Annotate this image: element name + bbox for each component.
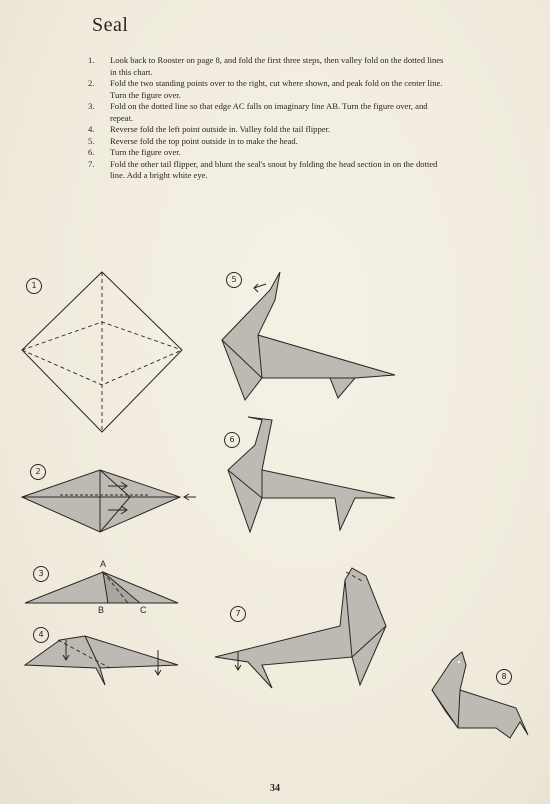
diagram-step-2 [22, 470, 196, 532]
diagram-step-6 [228, 417, 395, 532]
step-marker-5: 5 [226, 272, 242, 288]
instruction-item: 2. Fold the two standing points over to the right, cut where shown, and peak fold on the center line. Turn the figure over. [88, 78, 443, 100]
instruction-item: 1. Look back to Rooster on page 8, and fold the first three steps, then valley fold on the dotted lines in this chart. [88, 55, 444, 77]
page-number: 34 [270, 783, 280, 794]
point-label-c: C [140, 605, 147, 615]
instruction-item: 7. Fold the other tail flipper, and blunt the seal's snout by folding the head section in on the dotted line. Add a bright white eye. [88, 158, 438, 180]
step-marker-6: 6 [224, 432, 240, 448]
step-marker-2: 2 [30, 464, 46, 480]
instruction-item: 4. Reverse fold the left point outside in. Valley fold the tail flipper. [88, 124, 331, 134]
diagram-step-7 [215, 568, 386, 688]
step-marker-3: 3 [33, 566, 49, 582]
step-marker-4: 4 [33, 627, 49, 643]
step-marker-1: 1 [26, 278, 42, 294]
diagram-step-5 [222, 272, 395, 400]
step-marker-7: 7 [230, 606, 246, 622]
instruction-item: 5. Reverse fold the top point outside in to make the head. [88, 135, 298, 146]
point-label-b: B [98, 605, 105, 615]
step-marker-8: 8 [496, 669, 512, 685]
point-label-a: A [100, 559, 107, 569]
diagram-step-8 [432, 652, 528, 738]
instruction-item: 6. Turn the figure over. [88, 147, 181, 157]
page-title: Seal [92, 14, 129, 36]
diagram-step-1 [22, 272, 182, 432]
diagram-step-4 [25, 636, 178, 685]
instruction-item: 3. Fold on the dotted line so that edge AC falls on imaginary line AB. Turn the figure over, and repeat. [88, 101, 428, 123]
